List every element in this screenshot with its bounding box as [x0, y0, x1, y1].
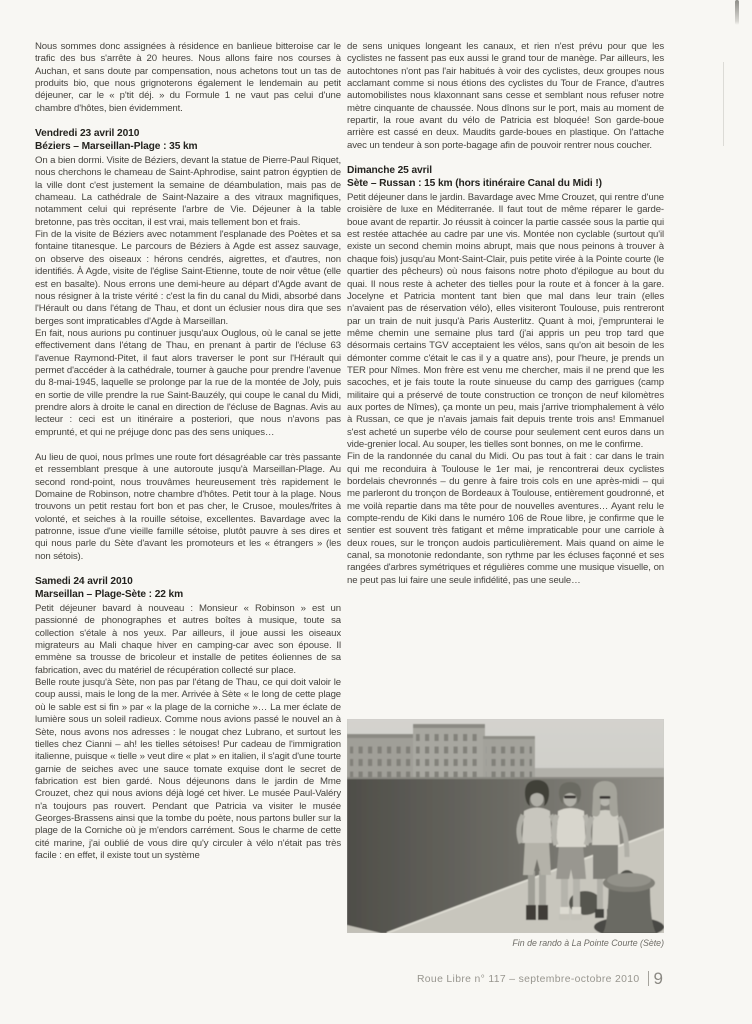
paragraph: Au lieu de quoi, nous prîmes une route fort désagréable car très passante et ressemblant presque à une autoroute jusqu'à Marseillan-Plage. Au second rond-point, nous trouvâmes heureusement très rapidement le Domaine de Robinson, notre chambre d'hôtes. Petit tour à la plage. Nous trouvons un petit restau fort bon et pas cher, le Crusoe, moules/frites à volonté, et seiches à la rouille sétoise, excellentes. Bavardage avec la patronne, issue d'une vieille famille sétoise, plutôt pauvre à ses dires et qui nous parle du Sète d'avant les promoteurs et les « étrangers » (les non sétois).: [35, 451, 341, 562]
photo: [347, 719, 664, 933]
footer: [417, 971, 663, 987]
paragraph: Petit déjeuner dans le jardin. Bavardage avec Mme Crouzet, qui rentre d'une croisière de luxe en Méditerranée. Il faut tout de même réparer le garde-boue avant de repartir. Jo réussit à coincer la partie cassée sous la partie qui est restée attachée au cadre par une vis. Montée non cyclable (surtout qu'il existe un second chemin moins abrupt, mais que nous peinons à trouver à chaque fois) jusqu'au Mont-Saint-Clair, puis petite virée à la Pointe courte (le quartier des pêcheurs) où nous faisons notre photo d'épilogue au bout du quai. Il nous reste à acheter des tielles pour la route et à foncer à la gare. Jocelyne et Patricia montent tant bien que mal dans leur train (elles n'avaient pas de réservation vélo), elles visiteront Toulouse, puis rentreront par un train de nuit jusqu'à Paris Austerlitz. Quant à moi, j'emprunterai le même chemin une semaine plus tard (j'ai appris un peu trop tard que désormais certains TGV acceptaient les vélos, sans qu'on ait besoin de les démonter comme c'était le cas il y a quatre ans), pour l'heure, je prends un TER pour Nîmes. Mon frère est venu me chercher, mais il ne prend que les sacoches, et je fais toute la route sinueuse du camp des garrigues (camp militaire qui a préservé de toute construction ce tronçon de neuf kilomètres aux portes de Nîmes), ça monte un peu, mais j'arrive triomphalement à vélo à Russan, ce que je n'avais jamais fait depuis trente trois ans! Emmanuel s'est acheté un superbe vélo de course pour seulement cent euros dans un vide-grenier local. Au souper, les tielles sont bonnes, on me le confirme.: [347, 192, 664, 450]
paragraph: Petit déjeuner bavard à nouveau : Monsieur « Robinson » est un passionné de phonographes et autres boîtes à musique, toute sa collection s'étale à nos yeux. Par ailleurs, il joue aussi les oiseaux migrateurs au Mali chaque hiver en camping-car avec son épouse. Il emmène sa trousse de bricoleur et installe de petites éoliennes de sa fabrication, avec du matériel de récupération collecté sur place.: [35, 603, 341, 676]
scan-artifact-line: [723, 62, 724, 146]
section-heading-route: Béziers – Marseillan-Plage : 35 km: [35, 141, 198, 153]
scan-artifact-top: [735, 0, 739, 25]
photo-caption: Fin de rando à La Pointe Courte (Sète): [512, 938, 664, 948]
section-heading-route: Marseillan – Plage-Sète : 22 km: [35, 589, 184, 601]
left-column: [35, 41, 341, 959]
section-heading-date: Vendredi 23 avril 2010: [35, 128, 140, 140]
footer-page-number: 9: [653, 969, 663, 988]
paragraph: de sens uniques longeant les canaux, et rien n'est prévu pour que les cyclistes ne fassent pas eux aussi le grand tour de manège. Par ailleurs, les autochtones n'ont pas l'air habitués à voir des cyclistes, deux groupes nous acclamant comme si nous étions des cyclistes du Tour de France, d'autres automobilistes nous klaxonnant sans cesse et semblant nous refuser notre mètre cinquante de chaussée. Nous dînons sur le port, mais au moment de repartir, la roue avant du vélo de Patricia est bloquée! Son garde-boue arrière est cassé en deux. Maudits garde-boues en plastique. On l'attache avec un tendeur à son porte-bagage afin de pouvoir rentrer nous coucher.: [347, 41, 664, 151]
section-heading-date: Dimanche 25 avril: [347, 165, 432, 177]
paragraph: Nous sommes donc assignées à résidence en banlieue bitteroise car le trafic des bus s'arrête à 20 heures. Nous allons faire nos courses à Auchan, et sans doute par compensation, nous achetons tout un tas de produits bio, que nous grignoterons également le lendemain au petit déjeuner, car le « p'tit déj. » du Formule 1 ne vaut pas celui d'une chambre d'hôtes, bien évidemment.: [35, 41, 341, 114]
paragraph: Fin de la visite de Béziers avec notamment l'esplanade des Poètes et sa fontaine titanesque. Le parcours de Béziers à Agde est assez sauvage, on observe des oiseaux : hérons cendrés, aigrettes, et d'autres, non identifiés. À Agde, visite de l'église Saint-Etienne, toute de noir vêtue (elle est en basalte). Nous errons une demi-heure au départ d'Agde avant de nous résigner à la triste vérité : c'est la fin du canal du Midi, absorbé dans l'Hérault ou dans l'étang de Thau, et dont un éclusier nous dira que ses berges sont impraticables d'Agde à Marseillan.: [35, 229, 341, 327]
paragraph: Fin de la randonnée du canal du Midi. Ou pas tout à fait : car dans le train qui me reconduira à Toulouse le 1er mai, je rencontrerai deux cyclistes bordelais chevronnés – du genre à faire trois cols en une après-midi – qui me parleront du tronçon de Bordeaux à Toulouse, entièrement goudronné, et me voilà repartie dans ma tête pour de nouvelles aventures… Ayant relu le compte-rendu de Kiki dans le numéro 106 de Roue libre, je confirme que le sentier est souvent très fatigant et même impraticable pour une carriole à deux roues, sur le tronçon audois particulièrement. Mais quand on aime le canal, sa monotonie redondante, son rythme par les écluses façonné et ses rangées d'arbres symétriques et régulières comme une musique visuelle, on ne peut pas lui faire une seule infidélité, pas une seule…: [347, 451, 664, 586]
paragraph: En fait, nous aurions pu continuer jusqu'aux Ouglous, où le canal se jette effectivement dans l'étang de Thau, en prenant à partir de l'écluse 63 l'avenue Raymond-Pitet, il faut alors traverser le pont sur l'Hérault qui permet d'accéder à la cathédrale, tourner à gauche pour prendre l'avenue du 8-mai-1945, laquelle se prolonge par la rue de la montée de Joly, puis en sortie de ville prendre la rue Saint-Bauzély, qui coupe le canal du Midi, prendre alors à droite le canal en direction de l'écluse de Bagnas. Avis au lecteur : ceci est un itinéraire a posteriori, que nous n'avons pas emprunté, et qui ne préjuge donc pas des sens uniques…: [35, 327, 341, 438]
footer-separator: [648, 971, 649, 986]
paragraph: Belle route jusqu'à Sète, non pas par l'étang de Thau, ce qui doit valoir le coup aussi, mais le long de la mer. Arrivée à Sète « le long de cette plage où le sable est si fin » par « la plage de la corniche »… La mer éclate de lumière sous un soleil radieux. Comme nous avions passé le nouvel an à Sète, nous avons nos adresses : le nougat chez Lubrano, et surtout les tielles chez Cianni – ah! les tielles sétoises! Pur cadeau de l'immigration italienne, puisque « tielle » veut dire « plat » en italien, il s'agit d'une tourte garnie de seiches avec une sauce tomate exquise dont le secret de fabrication est bien gardé. Nous déjeunons dans le jardin de Mme Crouzet, chez qui nous avions déjà logé cet hiver. Le musée Paul-Valéry n'a toujours pas rouvert. Pendant que Patricia va visiter le musée Georges-Brassens ainsi que la tombe du poète, nous partons buller sur la plage de la Corniche où je m'endors carrément. Sous le charme de cette cité marine, j'ai oublié de vous dire qu'y circuler à vélo n'était pas très facile : en effet, il existe tout un système: [35, 677, 341, 861]
photo-illustration: [347, 719, 664, 933]
section-heading-date: Samedi 24 avril 2010: [35, 576, 133, 588]
paragraph: On a bien dormi. Visite de Béziers, devant la statue de Pierre-Paul Riquet, nous cherchons le chameau de Saint-Aphrodise, saint patron égyptien de la ville dont c'est justement la semaine de déambulation, mais pas de chameau. La cathédrale de Saint-Nazaire a des vitraux magnifiques, notamment celui qui représente l'arbre de Vie. Déjeuner à la table bretonne, pas très occitan, il est vrai, mais tellement bon et frais.: [35, 155, 341, 228]
footer-title: Roue Libre n° 117 – septembre-octobre 2010: [416, 974, 640, 985]
right-column: [347, 41, 664, 713]
section-heading-route: Sète – Russan : 15 km (hors itinéraire Canal du Midi !): [347, 178, 602, 190]
